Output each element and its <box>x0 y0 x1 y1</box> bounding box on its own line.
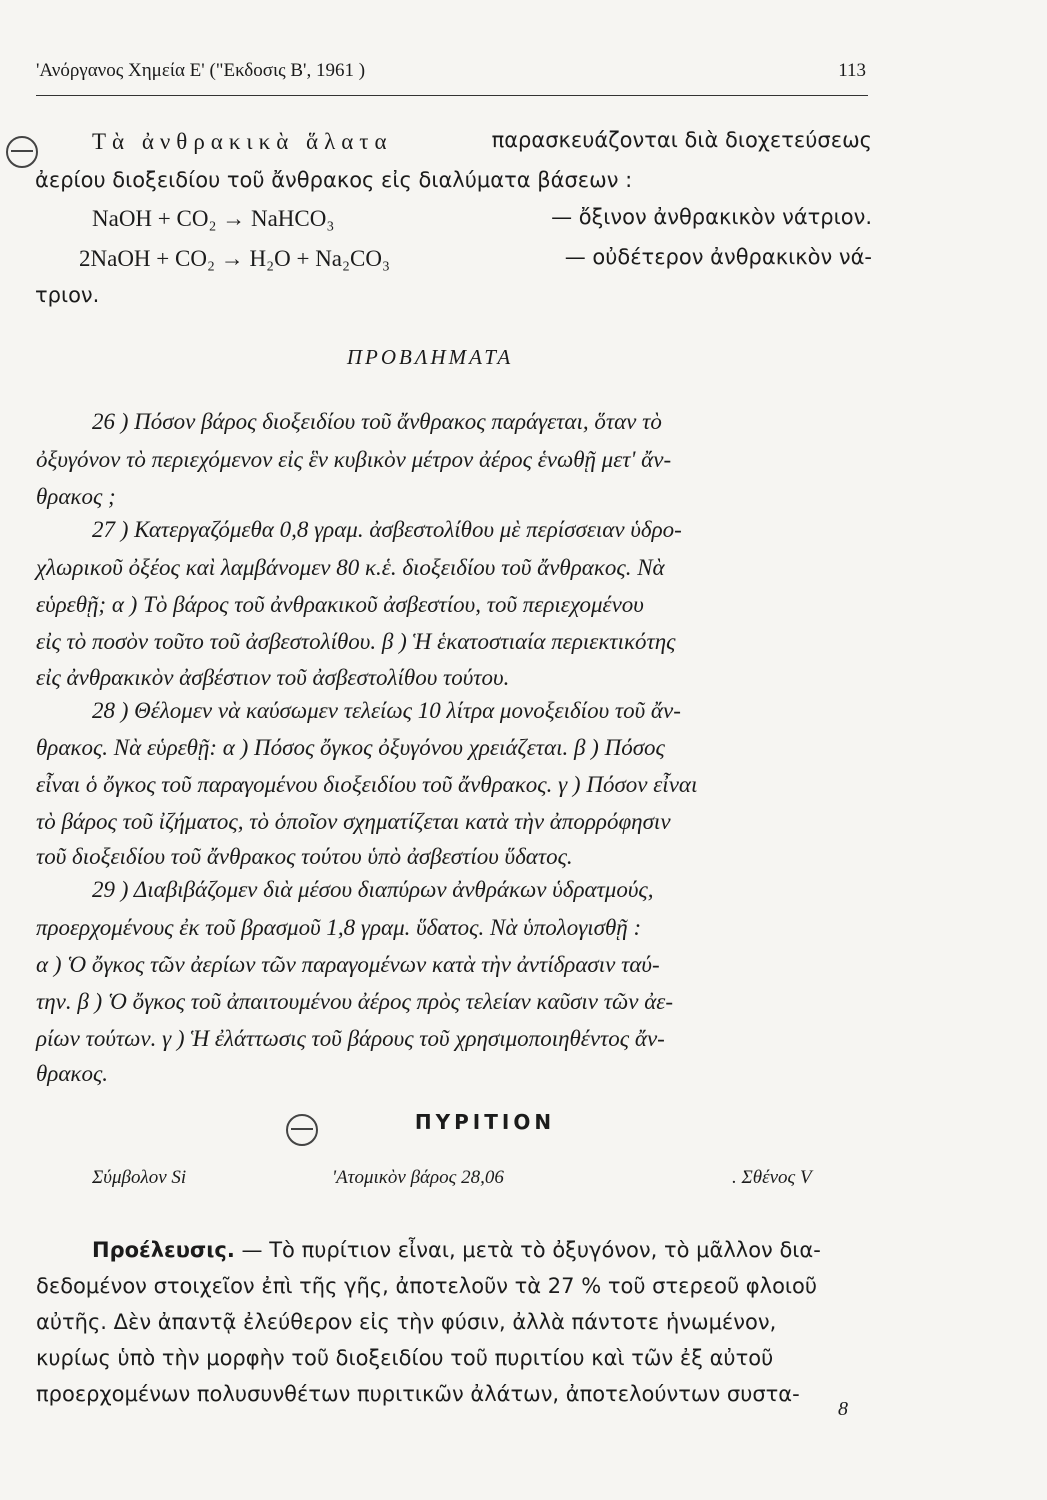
problem-line: α ) Ὁ ὄγκος τῶν ἀερίων τῶν παραγομένων κατὰ τὴν ἀντίδρασιν ταύ- <box>36 952 660 977</box>
problem-line: 29 ) Διαβιβάζομεν διὰ μέσου διαπύρων ἀνθράκων ὑδρατμούς, <box>92 877 654 902</box>
problem-line: 27 ) Κατεργαζόμεθα 0,8 γραμ. ἀσβεστολίθου μὲ περίσσειαν ὑδρο- <box>92 517 682 542</box>
problem-line: την. β ) Ὁ ὄγκος τοῦ ἀπαιτουμένου ἀέρος πρὸς τελείαν καῦσιν τῶν ἀε- <box>36 989 673 1014</box>
running-title: 'Ανόργανος Χημεία Ε' ("Εκδοσις Β', 1961 ) <box>36 60 366 81</box>
element-atomic-weight: 'Ατομικὸν βάρος 28,06 <box>332 1167 504 1188</box>
reaction-2-name: — οὐδέτερον ἀνθρακικὸν νά- <box>564 245 872 269</box>
problem-line: εἶναι ὁ ὄγκος τοῦ παραγομένου διοξειδίου τοῦ ἄνθρακος. γ ) Πόσον εἶναι <box>36 772 698 797</box>
origin-line-3: αὐτῆς. Δὲν ἀπαντᾷ ἐλεύθερον εἰς τὴν φύσιν, ἀλλὰ πάντοτε ἡνωμένον, <box>36 1310 777 1334</box>
intro-line-2: ἀερίου διοξειδίου τοῦ ἄνθρακος εἰς διαλύματα βάσεων : <box>35 168 633 192</box>
problem-line: τοῦ διοξειδίου τοῦ ἄνθρακος τούτου ὑπὸ ἀσβεστίου ὕδατος. <box>36 844 573 869</box>
problem-line: χλωρικοῦ ὀξέος καὶ λαμβάνομεν 80 κ.ἑ. διοξειδίου τοῦ ἄνθρακος. Νὰ <box>36 555 665 580</box>
problem-line: θρακος. Νὰ εὑρεθῇ: α ) Πόσος ὄγκος ὀξυγόνου χρειάζεται. β ) Πόσος <box>36 735 665 760</box>
problem-line: θρακος. <box>36 1061 109 1086</box>
origin-label: Προέλευσις. <box>92 1238 235 1262</box>
reaction-1-name: — ὄξινον ἀνθρακικὸν νάτριον. <box>551 205 872 229</box>
problem-line: προερχομένους ἐκ τοῦ βρασμοῦ 1,8 γραμ. ὕδατος. Νὰ ὑπολογισθῇ : <box>36 915 642 940</box>
problem-line: ὀξυγόνον τὸ περιεχόμενον εἰς ἓν κυβικὸν μέτρον ἀέρος ἑνωθῇ μετ' ἄν- <box>36 447 672 472</box>
problems-heading: ΠΡΟΒΛΗΜΑΤΑ <box>346 345 514 369</box>
running-header <box>36 60 866 82</box>
reaction-2-formula: 2NaOH + CO₂ → H₂O + Na₂CO₃ <box>79 246 390 271</box>
origin-line-1: Προέλευσις. — Τὸ πυρίτιον εἶναι, μετὰ τὸ ὀξυγόνον, τὸ μᾶλλον δια- <box>92 1238 821 1262</box>
reaction-1 <box>92 207 872 230</box>
origin-line-4: κυρίως ὑπὸ τὴν μορφὴν τοῦ διοξειδίου τοῦ πυριτίου καὶ τῶν ἐξ αὐτοῦ <box>36 1346 774 1370</box>
reaction-1-formula: NaOH + CO₂ → NaHCO₃ <box>92 206 335 231</box>
pencil-mark-icon <box>6 136 38 168</box>
problem-line: θρακος ; <box>36 484 116 509</box>
origin-line-2: δεδομένον στοιχεῖον ἐπὶ τῆς γῆς, ἀποτελοῦν τὰ 27 % τοῦ στερεοῦ φλοιοῦ <box>36 1274 818 1298</box>
problem-line: τὸ βάρος τοῦ ἰζήματος, τὸ ὁποῖον σχηματίζεται κατὰ τὴν ἀπορρόφησιν <box>36 809 671 834</box>
signature-mark: 8 <box>838 1398 848 1420</box>
problem-line: ρίων τούτων. γ ) Ἡ ἐλάττωσις τοῦ βάρους τοῦ χρησιμοποιηθέντος ἄν- <box>36 1026 665 1051</box>
element-valence: . Σθένος V <box>732 1167 812 1188</box>
origin-line-5: προερχομένων πολυσυνθέτων πυριτικῶν ἀλάτων, ἀποτελούντων συστα- <box>36 1382 800 1406</box>
page-number: 113 <box>838 60 866 81</box>
problem-line: εἰς ἀνθρακικὸν ἀσβέστιον τοῦ ἀσβεστολίθου τούτου. <box>36 665 510 690</box>
reaction-2-tail: τριον. <box>35 283 100 307</box>
element-symbol: Σύμβολον Si <box>92 1167 187 1188</box>
intro-line-1: Τὰ ἀνθρακικὰ ἅλατα παρασκευάζονται διὰ διοχετεύσεως <box>92 128 872 154</box>
problem-line: εἰς τὸ ποσὸν τοῦτο τοῦ ἀσβεστολίθου. β ) Ἡ ἑκατοστιαία περιεκτικότης <box>36 629 676 654</box>
problem-line: εὑρεθῇ; α ) Τὸ βάρος τοῦ ἀνθρακικοῦ ἀσβεστίου, τοῦ περιεχομένου <box>36 592 644 617</box>
problem-line: 26 ) Πόσον βάρος διοξειδίου τοῦ ἄνθρακος παράγεται, ὅταν τὸ <box>92 409 662 434</box>
header-rule <box>36 95 868 96</box>
element-heading: ΠΥΡΙΤΙΟΝ <box>414 1110 556 1134</box>
problem-line: 28 ) Θέλομεν νὰ καύσωμεν τελείως 10 λίτρα μονοξειδίου τοῦ ἄν- <box>92 698 681 723</box>
reaction-2 <box>79 247 872 270</box>
